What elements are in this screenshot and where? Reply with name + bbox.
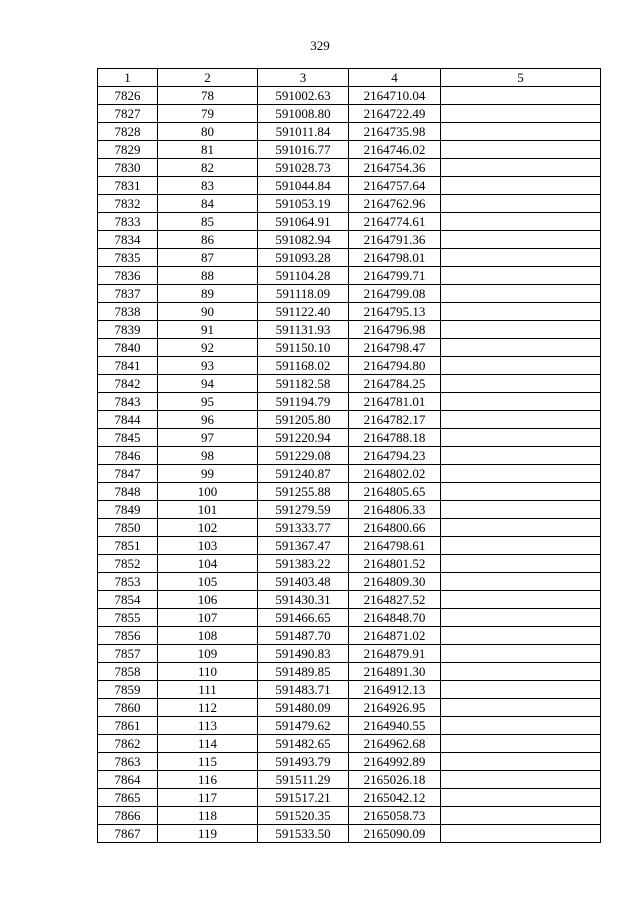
table-row — [98, 249, 601, 267]
table-row — [98, 555, 601, 573]
table-cell: 116 — [158, 771, 258, 789]
table-cell: 2164795.13 — [349, 303, 441, 321]
table-cell — [441, 411, 601, 429]
table-cell: 2164794.80 — [349, 357, 441, 375]
table-cell: 7833 — [98, 213, 158, 231]
table-cell: 95 — [158, 393, 258, 411]
table-cell: 7840 — [98, 339, 158, 357]
table-cell: 2165026.18 — [349, 771, 441, 789]
table-cell: 2164940.55 — [349, 717, 441, 735]
table-cell: 2164806.33 — [349, 501, 441, 519]
table-cell: 2164798.47 — [349, 339, 441, 357]
table-cell: 591511.29 — [258, 771, 349, 789]
table-row — [98, 609, 601, 627]
column-header: 2 — [158, 69, 258, 87]
table-cell: 2164912.13 — [349, 681, 441, 699]
table-cell: 87 — [158, 249, 258, 267]
table-row — [98, 465, 601, 483]
table-cell: 2164757.64 — [349, 177, 441, 195]
table-cell: 7838 — [98, 303, 158, 321]
table-row — [98, 177, 601, 195]
table-cell: 7861 — [98, 717, 158, 735]
table-cell: 7860 — [98, 699, 158, 717]
table-row — [98, 267, 601, 285]
table-cell: 118 — [158, 807, 258, 825]
table-cell: 7829 — [98, 141, 158, 159]
table-cell: 2164891.30 — [349, 663, 441, 681]
table-cell: 591489.85 — [258, 663, 349, 681]
table-cell — [441, 375, 601, 393]
table-cell: 591403.48 — [258, 573, 349, 591]
table-cell: 91 — [158, 321, 258, 339]
table-cell — [441, 681, 601, 699]
table-cell — [441, 303, 601, 321]
table-row — [98, 591, 601, 609]
table-cell: 2164781.01 — [349, 393, 441, 411]
table-cell: 7865 — [98, 789, 158, 807]
table-cell — [441, 429, 601, 447]
table-cell: 591008.80 — [258, 105, 349, 123]
table-cell — [441, 159, 601, 177]
table-cell: 7850 — [98, 519, 158, 537]
table-cell — [441, 789, 601, 807]
table-cell: 2164798.01 — [349, 249, 441, 267]
column-header: 3 — [258, 69, 349, 87]
table-cell: 591229.08 — [258, 447, 349, 465]
table-cell: 88 — [158, 267, 258, 285]
table-row — [98, 429, 601, 447]
table-row — [98, 141, 601, 159]
table-cell: 105 — [158, 573, 258, 591]
table-cell: 2164992.89 — [349, 753, 441, 771]
table-cell: 591493.79 — [258, 753, 349, 771]
table-cell: 7835 — [98, 249, 158, 267]
table-cell: 81 — [158, 141, 258, 159]
table-cell: 591131.93 — [258, 321, 349, 339]
table-row — [98, 483, 601, 501]
table-cell: 7852 — [98, 555, 158, 573]
table-cell: 7844 — [98, 411, 158, 429]
table-row — [98, 789, 601, 807]
table-cell — [441, 555, 601, 573]
table-cell: 2164801.52 — [349, 555, 441, 573]
table-cell: 7866 — [98, 807, 158, 825]
page-number: 329 — [310, 38, 330, 53]
table-cell: 2165042.12 — [349, 789, 441, 807]
table-row — [98, 771, 601, 789]
table-cell: 591205.80 — [258, 411, 349, 429]
table-cell: 89 — [158, 285, 258, 303]
table-cell: 7857 — [98, 645, 158, 663]
table-cell: 78 — [158, 87, 258, 105]
table-cell: 2164799.08 — [349, 285, 441, 303]
table-row — [98, 375, 601, 393]
table-cell: 591479.62 — [258, 717, 349, 735]
table-row — [98, 537, 601, 555]
table-cell: 591122.40 — [258, 303, 349, 321]
table-cell: 591520.35 — [258, 807, 349, 825]
table-cell — [441, 177, 601, 195]
table-cell: 591487.70 — [258, 627, 349, 645]
table-cell — [441, 537, 601, 555]
table-cell — [441, 231, 601, 249]
table-cell: 7856 — [98, 627, 158, 645]
table-cell: 591093.28 — [258, 249, 349, 267]
table-header-row — [98, 69, 601, 87]
table-cell: 591182.58 — [258, 375, 349, 393]
table-row — [98, 807, 601, 825]
table-cell — [441, 501, 601, 519]
table-cell: 591002.63 — [258, 87, 349, 105]
table-cell: 84 — [158, 195, 258, 213]
table-cell — [441, 519, 601, 537]
table-cell: 591490.83 — [258, 645, 349, 663]
table-cell: 108 — [158, 627, 258, 645]
table-cell — [441, 357, 601, 375]
table-cell: 106 — [158, 591, 258, 609]
table-row — [98, 357, 601, 375]
table-cell: 7828 — [98, 123, 158, 141]
table-cell: 98 — [158, 447, 258, 465]
table-cell: 107 — [158, 609, 258, 627]
table-row — [98, 519, 601, 537]
table-cell: 101 — [158, 501, 258, 519]
table-row — [98, 411, 601, 429]
table-cell: 591430.31 — [258, 591, 349, 609]
table-cell: 7843 — [98, 393, 158, 411]
table-cell — [441, 663, 601, 681]
table-cell: 591044.84 — [258, 177, 349, 195]
table-cell — [441, 267, 601, 285]
table-row — [98, 339, 601, 357]
table-cell: 7848 — [98, 483, 158, 501]
table-cell: 591333.77 — [258, 519, 349, 537]
table-row — [98, 447, 601, 465]
table-cell: 591028.73 — [258, 159, 349, 177]
table-cell: 102 — [158, 519, 258, 537]
table-cell — [441, 447, 601, 465]
table-cell: 115 — [158, 753, 258, 771]
table-cell: 2164762.96 — [349, 195, 441, 213]
table-cell — [441, 141, 601, 159]
table-cell — [441, 393, 601, 411]
table-cell: 103 — [158, 537, 258, 555]
table-cell: 117 — [158, 789, 258, 807]
table-cell: 79 — [158, 105, 258, 123]
table-cell: 2164796.98 — [349, 321, 441, 339]
table-cell: 2164802.02 — [349, 465, 441, 483]
table-cell: 7862 — [98, 735, 158, 753]
table-cell: 2164805.65 — [349, 483, 441, 501]
table-cell: 7864 — [98, 771, 158, 789]
table-cell: 114 — [158, 735, 258, 753]
table-cell: 110 — [158, 663, 258, 681]
table-row — [98, 699, 601, 717]
table-cell: 7841 — [98, 357, 158, 375]
table-cell — [441, 339, 601, 357]
table-cell — [441, 771, 601, 789]
table-cell: 2164809.30 — [349, 573, 441, 591]
table-cell: 7839 — [98, 321, 158, 339]
table-cell: 591517.21 — [258, 789, 349, 807]
column-header: 1 — [98, 69, 158, 87]
table-cell: 2164827.52 — [349, 591, 441, 609]
table-cell: 104 — [158, 555, 258, 573]
table-cell: 2164798.61 — [349, 537, 441, 555]
table-body — [98, 87, 601, 843]
table-cell: 591104.28 — [258, 267, 349, 285]
table-cell: 82 — [158, 159, 258, 177]
table-cell: 2165090.09 — [349, 825, 441, 843]
table-cell: 99 — [158, 465, 258, 483]
table-cell: 7834 — [98, 231, 158, 249]
table-cell: 2164735.98 — [349, 123, 441, 141]
table-cell: 591053.19 — [258, 195, 349, 213]
table-cell: 7826 — [98, 87, 158, 105]
table-cell — [441, 465, 601, 483]
table-cell — [441, 717, 601, 735]
table-cell — [441, 627, 601, 645]
table-cell: 2164799.71 — [349, 267, 441, 285]
table-cell: 591240.87 — [258, 465, 349, 483]
table-cell: 2164710.04 — [349, 87, 441, 105]
table-cell: 97 — [158, 429, 258, 447]
table-row — [98, 213, 601, 231]
table-row — [98, 681, 601, 699]
table-cell: 96 — [158, 411, 258, 429]
table-cell: 7845 — [98, 429, 158, 447]
table-cell: 2164848.70 — [349, 609, 441, 627]
table-cell: 591533.50 — [258, 825, 349, 843]
table-cell: 591064.91 — [258, 213, 349, 231]
table-cell: 2165058.73 — [349, 807, 441, 825]
table-cell — [441, 213, 601, 231]
column-header: 5 — [441, 69, 601, 87]
table-cell: 2164926.95 — [349, 699, 441, 717]
table-cell: 2164754.36 — [349, 159, 441, 177]
table-cell: 7837 — [98, 285, 158, 303]
table-cell: 90 — [158, 303, 258, 321]
table-cell: 112 — [158, 699, 258, 717]
table-cell — [441, 825, 601, 843]
table-cell: 2164784.25 — [349, 375, 441, 393]
table-cell: 591466.65 — [258, 609, 349, 627]
table-cell — [441, 807, 601, 825]
table-cell: 7842 — [98, 375, 158, 393]
table-cell: 591255.88 — [258, 483, 349, 501]
table-row — [98, 105, 601, 123]
table-cell: 113 — [158, 717, 258, 735]
table-cell: 2164722.49 — [349, 105, 441, 123]
table-cell: 591118.09 — [258, 285, 349, 303]
table-cell: 591168.02 — [258, 357, 349, 375]
table-cell: 591482.65 — [258, 735, 349, 753]
table-cell — [441, 195, 601, 213]
table-row — [98, 825, 601, 843]
table-cell — [441, 105, 601, 123]
table-cell: 7847 — [98, 465, 158, 483]
table-cell: 2164791.36 — [349, 231, 441, 249]
table-cell: 7854 — [98, 591, 158, 609]
table-cell: 100 — [158, 483, 258, 501]
table-cell: 2164800.66 — [349, 519, 441, 537]
table-cell: 7830 — [98, 159, 158, 177]
table-cell: 591480.09 — [258, 699, 349, 717]
table-cell: 591279.59 — [258, 501, 349, 519]
table-cell: 85 — [158, 213, 258, 231]
table-row — [98, 303, 601, 321]
table-cell — [441, 123, 601, 141]
table-cell: 2164788.18 — [349, 429, 441, 447]
table-cell: 86 — [158, 231, 258, 249]
table-cell: 111 — [158, 681, 258, 699]
table-cell: 92 — [158, 339, 258, 357]
table-cell: 591367.47 — [258, 537, 349, 555]
table-cell: 591220.94 — [258, 429, 349, 447]
table-cell — [441, 87, 601, 105]
table-cell: 2164794.23 — [349, 447, 441, 465]
table-row — [98, 663, 601, 681]
table-row — [98, 717, 601, 735]
table-cell: 591194.79 — [258, 393, 349, 411]
table-cell: 7832 — [98, 195, 158, 213]
table-cell: 7851 — [98, 537, 158, 555]
table-cell: 7831 — [98, 177, 158, 195]
table-row — [98, 393, 601, 411]
table-cell — [441, 645, 601, 663]
table-cell: 109 — [158, 645, 258, 663]
table-cell: 7846 — [98, 447, 158, 465]
table-cell: 7836 — [98, 267, 158, 285]
table-cell: 7858 — [98, 663, 158, 681]
table-cell — [441, 285, 601, 303]
table-cell: 83 — [158, 177, 258, 195]
table-cell: 7859 — [98, 681, 158, 699]
table-row — [98, 123, 601, 141]
table-row — [98, 159, 601, 177]
table-row — [98, 321, 601, 339]
table-cell — [441, 753, 601, 771]
table-cell — [441, 483, 601, 501]
table-row — [98, 195, 601, 213]
table-row — [98, 753, 601, 771]
table-cell: 94 — [158, 375, 258, 393]
table-cell — [441, 321, 601, 339]
table-cell: 591483.71 — [258, 681, 349, 699]
table-cell: 2164962.68 — [349, 735, 441, 753]
table-cell: 7849 — [98, 501, 158, 519]
table-cell: 591011.84 — [258, 123, 349, 141]
table-cell: 591016.77 — [258, 141, 349, 159]
table-cell — [441, 591, 601, 609]
table-cell: 80 — [158, 123, 258, 141]
table-cell: 7853 — [98, 573, 158, 591]
table-cell: 591383.22 — [258, 555, 349, 573]
table-cell: 7867 — [98, 825, 158, 843]
table-cell: 591150.10 — [258, 339, 349, 357]
table-row — [98, 285, 601, 303]
table-cell — [441, 735, 601, 753]
table-row — [98, 573, 601, 591]
coordinates-table — [97, 68, 601, 843]
table-cell: 2164871.02 — [349, 627, 441, 645]
table-row — [98, 231, 601, 249]
table-cell — [441, 609, 601, 627]
table-cell: 2164782.17 — [349, 411, 441, 429]
table-row — [98, 87, 601, 105]
table-cell: 2164879.91 — [349, 645, 441, 663]
table-cell — [441, 249, 601, 267]
column-header: 4 — [349, 69, 441, 87]
table-cell: 7855 — [98, 609, 158, 627]
table-cell — [441, 699, 601, 717]
table-cell: 591082.94 — [258, 231, 349, 249]
table-cell: 2164774.61 — [349, 213, 441, 231]
table-row — [98, 735, 601, 753]
table-cell: 2164746.02 — [349, 141, 441, 159]
table-cell: 93 — [158, 357, 258, 375]
table-cell: 7863 — [98, 753, 158, 771]
table-cell — [441, 573, 601, 591]
table-cell: 119 — [158, 825, 258, 843]
table-row — [98, 627, 601, 645]
table-row — [98, 501, 601, 519]
table-row — [98, 645, 601, 663]
table-cell: 7827 — [98, 105, 158, 123]
